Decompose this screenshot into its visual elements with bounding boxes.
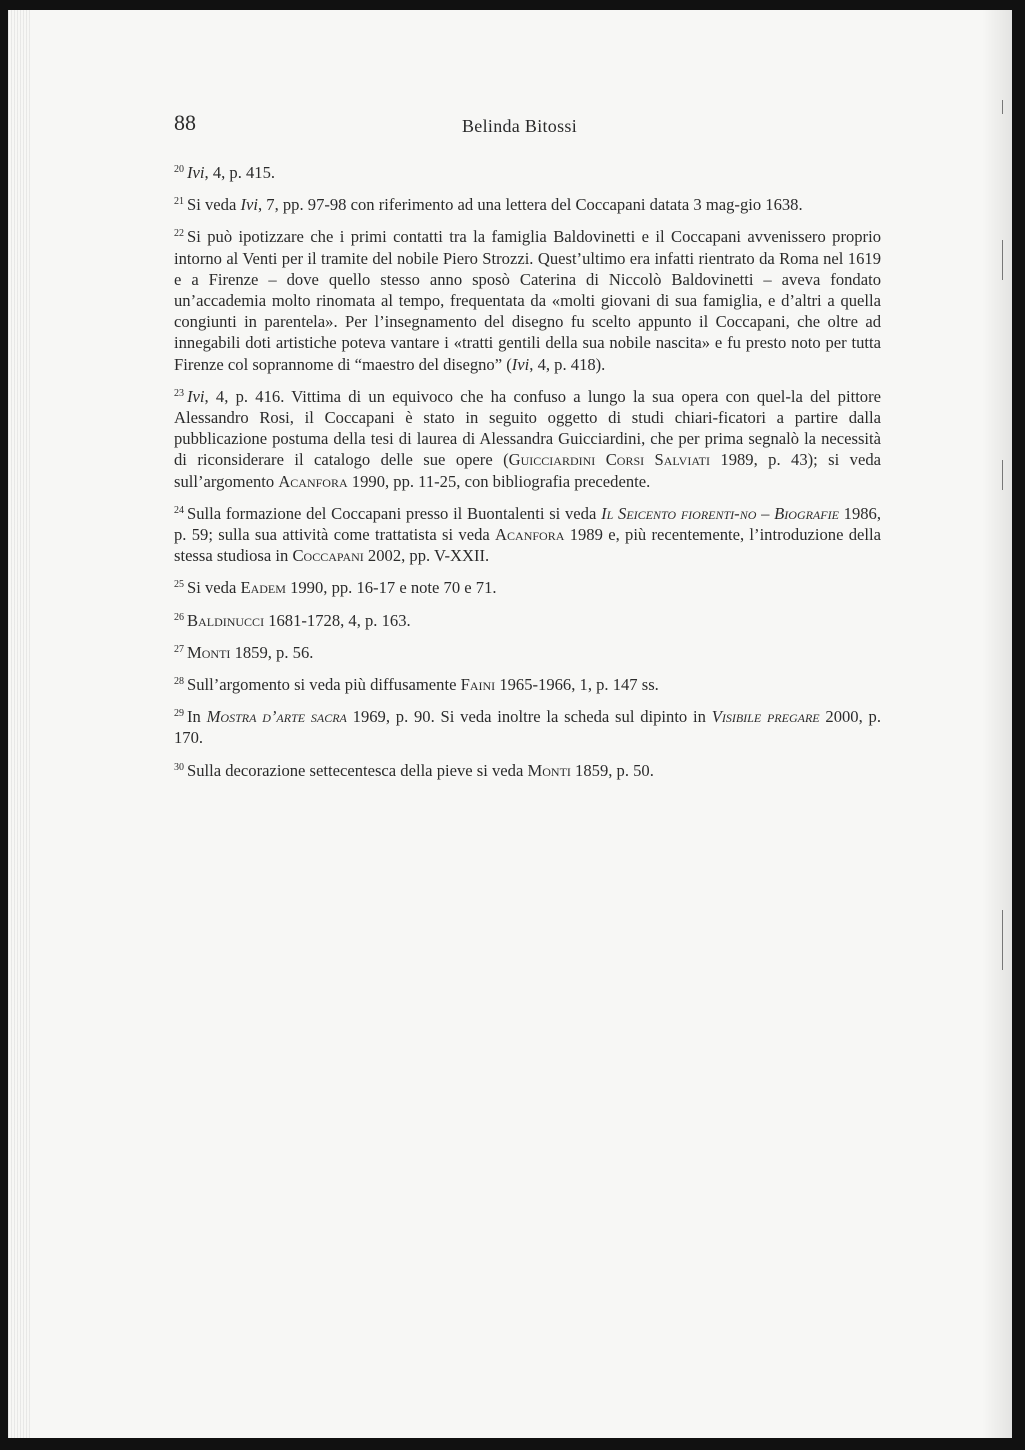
running-head: Belinda Bitossi <box>462 116 578 136</box>
footnote-24 <box>174 503 881 567</box>
footnote-text: Ivi <box>187 163 205 182</box>
book-page <box>8 10 1012 1438</box>
footnote-text: Eadem <box>240 578 286 598</box>
page-gutter-shadow <box>982 10 1012 1438</box>
footnote-23 <box>174 386 881 492</box>
footnote-text: 1989, p. 43); si veda sull’argomento <box>174 450 881 491</box>
footnote-text: 1681-1728, 4, p. 163. <box>264 610 411 630</box>
footnote-text: , 7, pp. 97-98 con riferimento ad una lettera del Coccapani datata 3 mag-gio 1638. <box>257 195 803 215</box>
footnote-text: Acanfora <box>278 471 348 491</box>
footnote-27 <box>174 642 881 663</box>
footnote-text: , 4, p. 418). <box>529 354 606 374</box>
footnote-text: 1989 e, più recentemente, l’introduzione della stessa studiosa in <box>174 525 881 566</box>
footnote-30 <box>174 760 881 781</box>
footnote-text: Baldinucci <box>187 610 265 630</box>
scan-mark <box>1002 910 1003 970</box>
footnotes <box>174 162 881 792</box>
footnote-text: 2000, p. 170. <box>174 707 881 748</box>
footnote-number: 23 <box>174 387 184 399</box>
footnote-text: Guicciardini Corsi Salviati <box>508 450 710 470</box>
footnote-text: Il Seicento fiorenti-no – Biografie <box>601 503 839 523</box>
footnote-text: Monti <box>187 642 231 662</box>
page-header <box>174 110 874 140</box>
footnote-28 <box>174 674 881 695</box>
footnote-number: 29 <box>174 708 184 720</box>
footnote-text: Mostra d’arte sacra <box>206 707 347 727</box>
footnote-number: 28 <box>174 676 184 688</box>
footnote-text: , 4, p. 415. <box>204 163 276 182</box>
footnote-text: In <box>187 707 207 727</box>
page-number: 88 <box>174 110 196 135</box>
footnote-number: 24 <box>174 504 184 516</box>
footnote-21 <box>174 194 881 215</box>
footnote-22 <box>174 226 881 374</box>
footnote-text: 1990, pp. 16-17 e note 70 e 71. <box>285 578 497 598</box>
footnote-text: Sulla formazione del Coccapani presso il Buontalenti si veda <box>187 503 602 523</box>
footnote-text: 1986, p. 59; sulla sua attività come trattatista si veda <box>174 503 881 545</box>
footnote-text: Coccapani <box>292 546 364 566</box>
footnote-number: 20 <box>174 164 184 175</box>
footnote-25 <box>174 577 881 598</box>
footnote-26 <box>174 610 881 631</box>
footnote-text: Si può ipotizzare che i primi contatti tra la famiglia Baldovinetti e il Coccapani avvenissero proprio intorno al Venti per il tramite del nobile Piero Strozzi. Quest’ultimo era infatti rientrato da Roma nel 1619 e a Firenze – dove quello stesso anno sposò Caterina di Niccolò Baldovinetti – aveva fondato un’accademia molto rinomata al tempo, frequentata da «molti giovani di sua famiglia, e d’altri a quella congiunti in parentela». Per l’insegnamento del disegno fu scelto appunto il Coccapani, che oltre ad innegabili doti artistiche poteva vantare i «tratti gentili della sua nobile nascita» e fu presto noto per tutta Firenze col soprannome di “maestro del disegno” ( <box>174 227 881 374</box>
footnote-text: Visibile pregare <box>711 707 820 727</box>
footnote-text: Sulla decorazione settecentesca della pieve si veda <box>187 760 528 780</box>
footnote-text: , 4, p. 416. Vittima di un equivoco che ha confuso a lungo la sua opera con quel-la del pittore Alessandro Rosi, il Coccapani è stato in seguito oggetto di studi chiari-ficatori a partire dalla pubblicazione postuma della tesi di laurea di Alessandra Guicciardini, che per prima segnalò la necessità di riconsiderare il catalogo delle sue opere ( <box>174 386 881 470</box>
footnote-text: Faini <box>460 675 496 695</box>
footnote-text: 1859, p. 56. <box>230 642 314 662</box>
footnote-text: Acanfora <box>495 525 565 545</box>
footnote-text: 1969, p. 90. Si veda inoltre la scheda sul dipinto in <box>346 707 712 727</box>
page-edges <box>8 10 32 1438</box>
scan-mark <box>1002 460 1003 490</box>
footnote-text: Ivi <box>511 354 530 374</box>
footnote-number: 27 <box>174 643 184 655</box>
footnote-text: Ivi <box>187 386 205 406</box>
footnote-text: Ivi <box>240 195 258 215</box>
footnote-number: 30 <box>174 761 184 773</box>
footnote-text: 1859, p. 50. <box>570 760 654 780</box>
footnote-text: Si veda <box>187 195 241 215</box>
footnote-text: Sull’argomento si veda più diffusamente <box>187 675 461 695</box>
footnote-number: 26 <box>174 611 184 623</box>
footnote-text: Si veda <box>187 578 241 598</box>
footnote-number: 25 <box>174 579 184 591</box>
footnote-29 <box>174 706 881 748</box>
scan-mark <box>1002 240 1003 280</box>
footnote-number: 22 <box>174 228 184 240</box>
footnote-text: 1990, pp. 11-25, con bibliografia precedente. <box>347 471 651 491</box>
footnote-text: Monti <box>527 760 571 780</box>
footnote-number: 21 <box>174 196 184 208</box>
footnote-text: 1965-1966, 1, p. 147 ss. <box>495 675 659 695</box>
scan-mark <box>1002 100 1003 114</box>
footnote-20 <box>174 162 881 183</box>
footnote-text: 2002, pp. V-XXII. <box>363 546 490 566</box>
